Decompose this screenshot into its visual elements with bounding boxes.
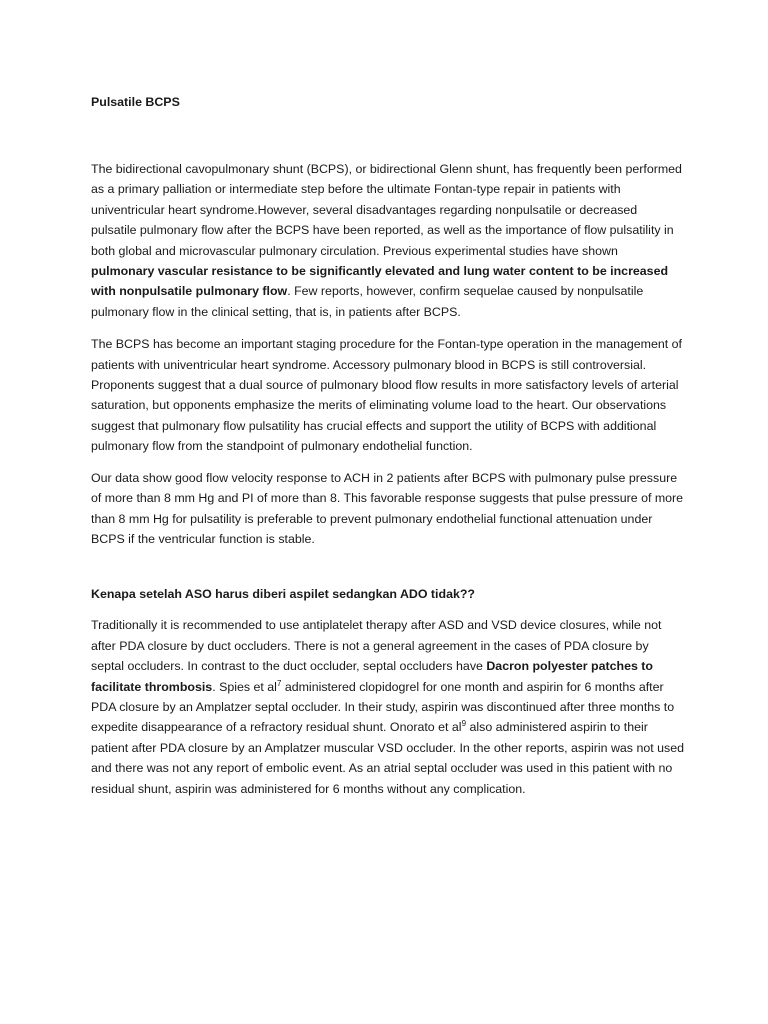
paragraph-bcps-staging: The BCPS has become an important staging procedure for the Fontan-type operation in the management of patients with univentricular heart syndrome. Accessory pulmonary blood in BCPS is still controversial. Proponents suggest that a dual source of pulmonary blood flow results in more satisfactory levels of arterial saturation, but opponents emphasize the merits of eliminating volume load to the heart. Our observations suggest that pulmonary flow pulsatility has crucial effects and support the utility of BCPS with additional pulmonary flow from the standpoint of pulmonary endothelial function. <box>91 337 682 454</box>
section-heading-aso-ado: Kenapa setelah ASO harus diberi aspilet sedangkan ADO tidak?? <box>91 587 475 602</box>
paragraph-text: administered clopidogrel for one month and aspirin for 6 months after PDA closure by an Amplatzer septal occluder. In their study, aspirin was discontinued after three months to expedite disappearance of a refractory residual shunt. Onorato et al <box>91 679 675 735</box>
section-heading-pulsatile-bcps: Pulsatile BCPS <box>91 95 180 109</box>
paragraph-bcps-data: Our data show good flow velocity response to ACH in 2 patients after BCPS with pulmonary pulse pressure of more than 8 mm Hg and PI of more than 8. This favorable response suggests that pulse pressure of more than 8 mm Hg for pulsatility is preferable to prevent pulmonary endothelial functional attenuation under BCPS if the ventricular function is stable. <box>91 470 684 546</box>
paragraph-text: also administered aspirin to their patient after PDA closure by an Amplatzer muscular VSD occluder. In the other reports, aspirin was not used and there was not any report of embolic event. As an atrial septal occluder was used in this patient with no residual shunt, aspirin was administered for 6 months without any complication. <box>91 720 684 796</box>
paragraph-text: . Few reports, however, confirm sequelae caused by nonpulsatile pulmonary flow in the clinical setting, that is, in patients after BCPS. <box>91 284 644 319</box>
paragraph-text: . Spies et al <box>212 679 277 694</box>
emphasized-text: Dacron polyester patches to facilitate thrombosis <box>91 659 653 694</box>
paragraph-text: The bidirectional cavopulmonary shunt (BCPS), or bidirectional Glenn shunt, has frequently been performed as a primary palliation or intermediate step before the ultimate Fontan-type repair in patients with univentricular heart syndrome.However, several disadvantages regarding nonpulsatile or decreased pulsatile pulmonary flow after the BCPS have been reported, as well as the importance of flow pulsatility in both global and microvascular pulmonary circulation. Previous experimental studies have shown <box>91 162 682 258</box>
paragraph-bcps-intro <box>91 159 684 322</box>
paragraph-text: Traditionally it is recommended to use antiplatelet therapy after ASD and VSD device closures, while not after PDA closure by duct occluders. There is not a general agreement in the cases of PDA closure by septal occluders. In contrast to the duct occluder, septal occluders have <box>91 618 662 674</box>
paragraph-antiplatelet <box>91 615 684 799</box>
citation-superscript: 9 <box>461 719 467 729</box>
emphasized-text: pulmonary vascular resistance to be significantly elevated and lung water content to be increased with nonpulsatile pulmonary flow <box>91 264 669 299</box>
citation-superscript: 7 <box>276 678 282 688</box>
